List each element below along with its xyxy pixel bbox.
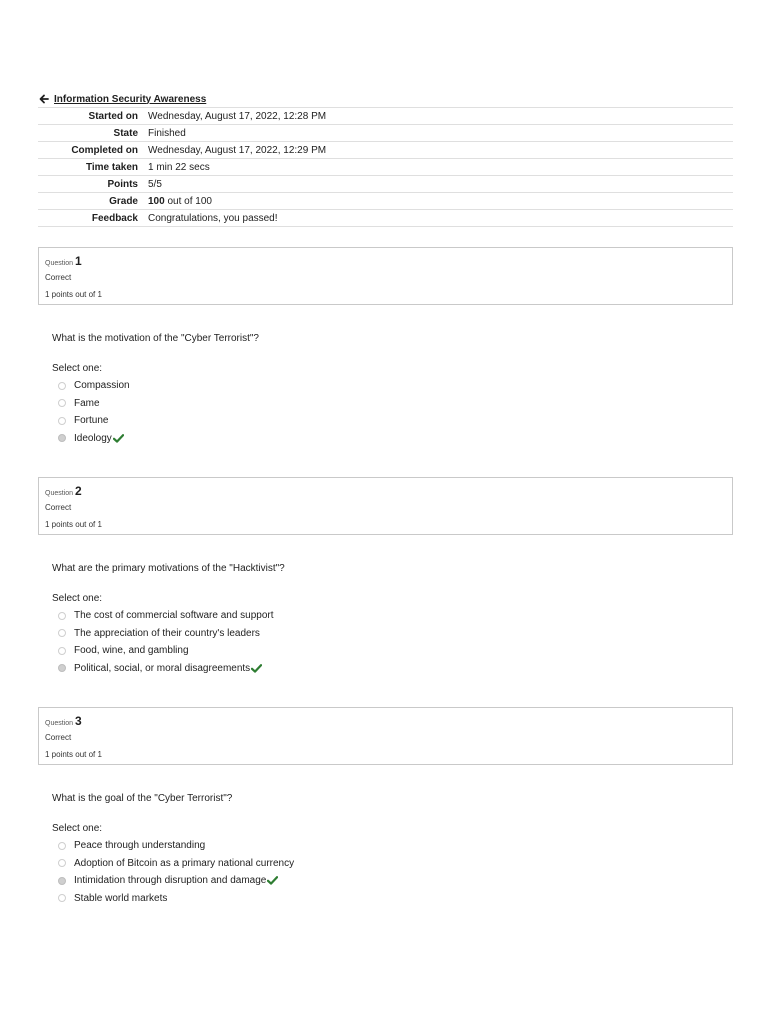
summary-row [38,159,733,176]
question-number-value: 2 [75,484,82,498]
summary-value: Wednesday, August 17, 2022, 12:28 PM [148,108,733,125]
summary-row [38,125,733,142]
back-row [38,92,733,106]
question-text: What is the goal of the "Cyber Terrorist"? [52,793,233,804]
checkmark-icon [267,876,278,885]
summary-value: 5/5 [148,176,733,193]
answer-label: Intimidation through disruption and damage [74,875,267,887]
question-label: Question [45,490,74,497]
quiz-review-page [38,92,733,227]
question-number [45,484,82,498]
summary-label: Started on [38,108,148,125]
summary-label: Feedback [38,210,148,227]
question-info-box [38,707,733,765]
checkmark-icon [113,434,124,443]
question-number-value: 3 [75,714,82,728]
answer-label: The appreciation of their country's leaders [74,627,260,639]
question-grade: 1 points out of 1 [45,290,102,299]
answer-label: Compassion [74,380,130,392]
question-state: Correct [45,273,72,282]
question-state: Correct [45,733,72,742]
grade-score: 100 [148,195,165,207]
summary-row [38,210,733,227]
grade-out-of: out of 100 [164,195,212,207]
summary-row [38,176,733,193]
answer-list [58,377,130,447]
summary-label: Grade [38,193,148,210]
radio-button[interactable] [58,859,66,867]
question-number [45,714,82,728]
answer-option[interactable] [58,837,294,855]
summary-value: Finished [148,125,733,142]
answer-label: Ideology [74,432,112,444]
select-one-prompt: Select one: [52,363,103,374]
answer-option[interactable] [58,642,274,660]
answer-label: Political, social, or moral disagreements [74,662,251,674]
question-grade: 1 points out of 1 [45,750,102,759]
summary-value [148,193,733,210]
question-block-2 [38,477,733,687]
answer-label: Fortune [74,415,109,427]
question-grade: 1 points out of 1 [45,520,102,529]
summary-label: Time taken [38,159,148,176]
course-title-link[interactable]: Information Security Awareness [54,93,207,105]
answer-list [58,837,294,907]
answer-label: Stable world markets [74,892,168,904]
summary-value: Wednesday, August 17, 2022, 12:29 PM [148,142,733,159]
select-one-prompt: Select one: [52,823,103,834]
question-info-box [38,477,733,535]
radio-button-selected[interactable] [58,664,66,672]
attempt-summary-table [38,107,733,227]
question-block-1 [38,247,733,457]
answer-option-selected[interactable] [58,872,294,890]
radio-button[interactable] [58,629,66,637]
answer-option[interactable] [58,607,274,625]
answer-option[interactable] [58,377,130,395]
answer-label: Food, wine, and gambling [74,645,189,657]
answer-option[interactable] [58,890,294,908]
radio-button[interactable] [58,647,66,655]
question-label: Question [45,260,74,267]
summary-label: Completed on [38,142,148,159]
question-text: What are the primary motivations of the "Hacktivist"? [52,563,285,574]
question-state: Correct [45,503,72,512]
summary-label: Points [38,176,148,193]
answer-option[interactable] [58,625,274,643]
arrow-left-icon[interactable] [38,93,50,105]
question-block-3 [38,707,733,917]
radio-button[interactable] [58,417,66,425]
radio-button[interactable] [58,612,66,620]
answer-list [58,607,274,677]
answer-option-selected[interactable] [58,660,274,678]
question-number-value: 1 [75,254,82,268]
question-label: Question [45,720,74,727]
answer-label: The cost of commercial software and support [74,610,274,622]
radio-button-selected[interactable] [58,877,66,885]
summary-label: State [38,125,148,142]
answer-label: Peace through understanding [74,840,206,852]
summary-row [38,108,733,125]
radio-button[interactable] [58,842,66,850]
answer-option[interactable] [58,855,294,873]
question-text: What is the motivation of the "Cyber Terrorist"? [52,333,259,344]
answer-option-selected[interactable] [58,430,130,448]
radio-button[interactable] [58,382,66,390]
radio-button[interactable] [58,894,66,902]
summary-row [38,193,733,210]
summary-row [38,142,733,159]
answer-label: Adoption of Bitcoin as a primary national currency [74,857,295,869]
checkmark-icon [251,664,262,673]
summary-value: Congratulations, you passed! [148,210,733,227]
summary-value: 1 min 22 secs [148,159,733,176]
question-number [45,254,82,268]
answer-option[interactable] [58,395,130,413]
answer-option[interactable] [58,412,130,430]
select-one-prompt: Select one: [52,593,103,604]
radio-button[interactable] [58,399,66,407]
question-info-box [38,247,733,305]
answer-label: Fame [74,397,100,409]
radio-button-selected[interactable] [58,434,66,442]
